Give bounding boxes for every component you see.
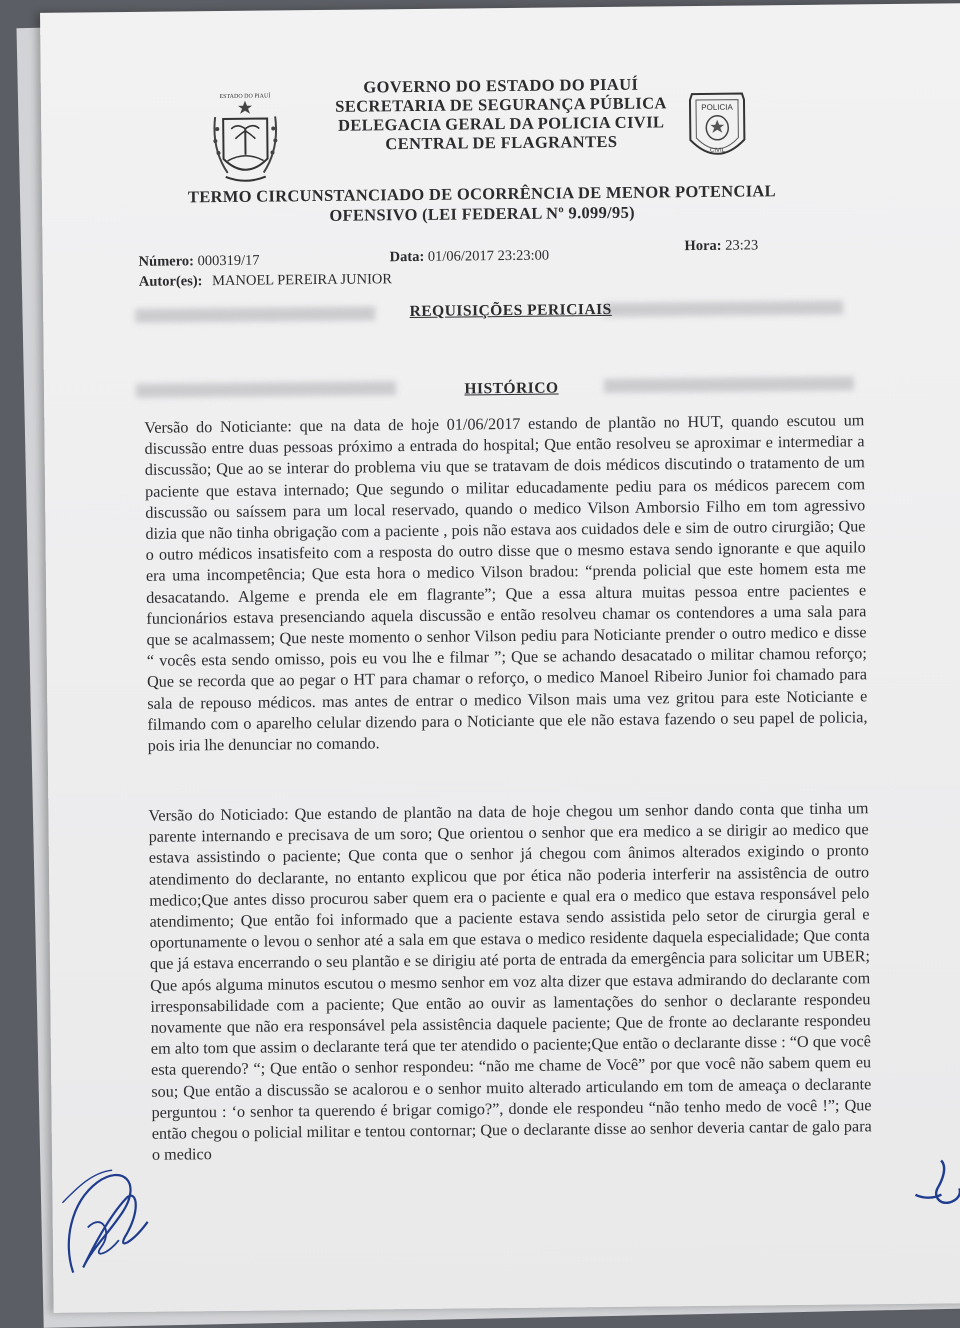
header-line-3: DELEGACIA GERAL DA POLICIA CIVIL <box>241 111 761 135</box>
data-value: 01/06/2017 23:23:00 <box>428 248 549 265</box>
hora-field <box>684 237 758 255</box>
autor-field <box>139 271 392 291</box>
section-requisicoes-periciais: REQUISIÇÕES PERICIAIS <box>43 297 960 325</box>
autor-value: MANOEL PEREIRA JUNIOR <box>212 271 392 289</box>
document-title <box>142 181 822 228</box>
seal-caption: ESTADO DO PIAUÍ <box>219 91 270 100</box>
versao-noticiado-paragraph: Versão do Noticiado: Que estando de plantão na data de hoje chegou um senhor dando conta que tinha um parente internando e precisava de um soro; Que orientou o senhor que era medico a se dirigir ao medico que estava assistindo o paciente; Que conta que o senhor já chegou com ânimos alterados exigindo o pronto atendimento do declarante, no entanto explicou que por ética não poderia interferir na assistência de outro medico;Que antes disso procurou saber quem era o paciente e qual era o medico que estava responsável pelo atendimento; Que então foi informado que a paciente estava sendo assistida pelo setor de cirurgia geral e oportunamente o levou o senhor até a sala em que estava o medico residente daquela especialidade; Que conta que já estava encerrando o seu plantão e se dirigiu até porta de entrada da emergência para solicitar um UBER; Que após alguma minutos escutou o mesmo senhor em voz alta dizer que estava admirando do declarante com irresponsabilidade com a paciente; Que então ao ouvir as lamentações do senhor o declarante respondeu novamente que não era responsável pela assistência daquele paciente; Que de fronte ao declarante respondeu em alto tom que assim o declarante terá que ter atendido o paciente;Que então o declarante disse : “O que você esta querendo? “; Que então o senhor respondeu: “não me chame de Você” por que você não sabem quem eu sou; Que então a discussão se acalorou e o senhor muito alterado articulando em tom de ameaça o declarante perguntou : ‘o senhor ta querendo é brigar comigo?”, donde ele respondeu “não tenho medo de você !”; Que então chegou o policial militar e tentou contornar; Que o declarante disse ao senhor deveria cantar de galo para o medico <box>148 798 872 1166</box>
hora-label: Hora: <box>684 238 721 254</box>
autor-label: Autor(es): <box>139 273 203 290</box>
versao-noticiante-paragraph: Versão do Noticiante: que na data de hoje 01/06/2017 estando de plantão no HUT, quando escutou um discussão entre duas pessoas próximo a entrada do hospital; Que então resolveu se aproximar e intermediar a discussão; Que ao se interar do problema viu que se tratavam de dois médicos discutindo o tratamento de um paciente que estava internado; Que segundo o militar educadamente pediu para os médicos parecem com discussão ou saíssem para um local reservado, quando o medico Vilson Amborsio Filho em tom agressivo dizia que não tinha obrigação com a paciente , pois não estava aos cuidados dele e sim de outro cirurgião; Que o outro médicos insatisfeito com a resposta do outro disse que o mesmo estava sendo ignorante e que aquilo era uma incompetência; Que esta hora o medico Vilson bradou: “prenda policial que este homem esta me desacatando. Algeme e prenda ele em flagrante”; Que a essa altura muitas pessoa entre pacientes e funcionários estava presenciando aquela discussão e então resolveu chamar os contendores a uma sala para que se acalmassem; Que neste momento o senhor Vilson pediu para Noticiante prender o outro medico e disse “ vocês esta sendo omisso, pois eu vou lhe e filmar ”; Que se achando desacatado o militar chamou reforço; Que se recorda que ao pegar o HT para chamar o reforço, o medico Manoel Ribeiro Junior foi chamado para sala de repouso médicos. mas antes de entrar o medico Vilson mais uma vez gritou para este Noticiante e filmando com o aparelho celular dizendo para o Noticiante que ele não estava fazendo o seu papel de policia, pois iria lhe denunciar no comando. <box>144 410 868 757</box>
hora-value: 23:23 <box>725 237 758 253</box>
header-line-1: GOVERNO DO ESTADO DO PIAUÍ <box>241 73 761 97</box>
header-line-2: SECRETARIA DE SEGURANÇA PÚBLICA <box>241 92 761 116</box>
police-badge-icon <box>684 87 751 170</box>
handwritten-initial-icon <box>907 1148 960 1224</box>
badge-bottom-text: CIVIL <box>710 148 726 154</box>
numero-field <box>139 253 260 271</box>
document-page <box>40 3 960 1313</box>
title-line-2: OFENSIVO (LEI FEDERAL Nº 9.099/95) <box>142 201 822 228</box>
title-line-1: TERMO CIRCUNSTANCIADO DE OCORRÊNCIA DE MENOR POTENCIAL <box>142 181 822 208</box>
header-line-4: CENTRAL DE FLAGRANTES <box>241 130 761 154</box>
numero-value: 000319/17 <box>197 253 259 270</box>
numero-label: Número: <box>139 253 194 270</box>
handwritten-signature-icon <box>52 1142 174 1288</box>
data-label: Data: <box>390 249 425 265</box>
badge-top-text: POLICIA <box>701 103 733 112</box>
section-historico: HISTÓRICO <box>44 375 960 403</box>
data-field <box>390 248 550 267</box>
